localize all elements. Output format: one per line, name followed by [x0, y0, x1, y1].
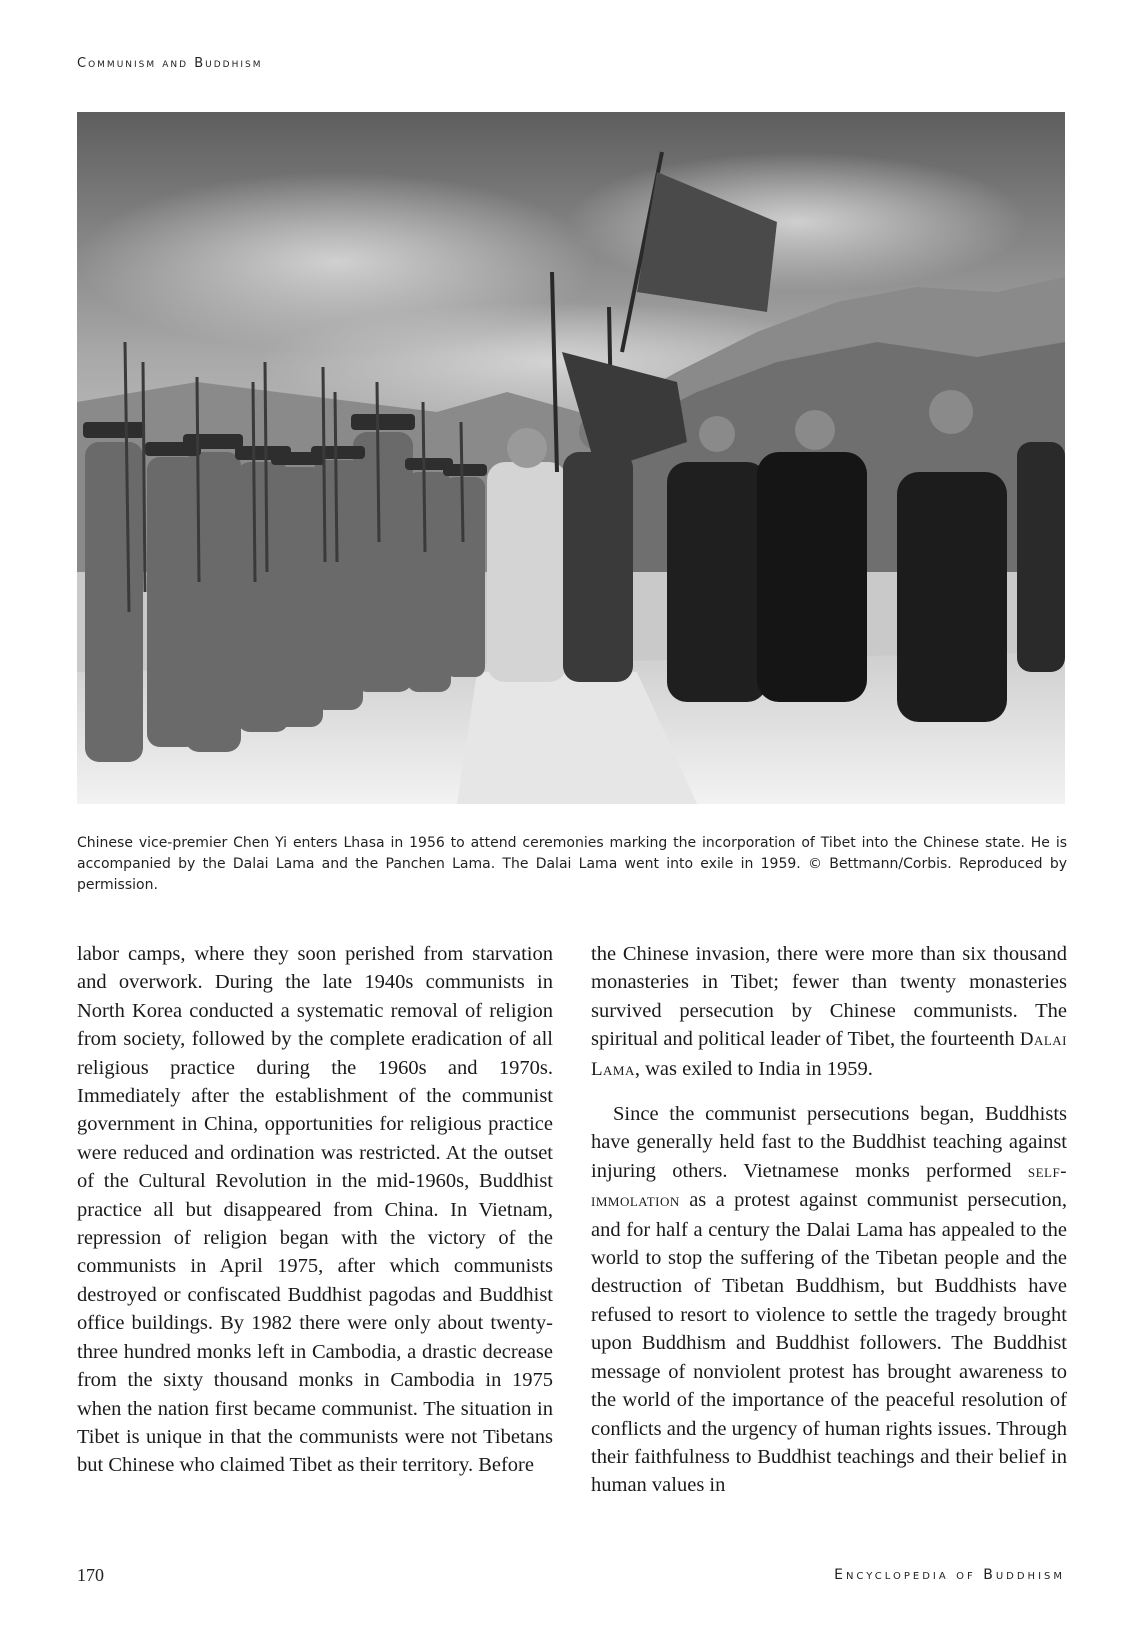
running-header: Communism and Buddhism: [77, 56, 263, 71]
paragraph-text: the Chinese invasion, there were more than six thousand monasteries in Tibet; fewer than twenty monasteries survived persecution by Chinese communists. The spiritual and political leader of Tibet, the fourteenth: [591, 943, 1067, 1051]
paragraph-text: , was exiled to India in 1959.: [634, 1057, 873, 1080]
running-footer: Encyclopedia of Buddhism: [834, 1567, 1065, 1583]
figure-caption: Chinese vice-premier Chen Yi enters Lhasa in 1956 to attend ceremonies marking the incorporation of Tibet into the Chinese state. He is accompanied by the Dalai Lama and the Panchen Lama. The Dalai Lama went into exile in 1959. © Bettmann/Corbis. Reproduced by permission.: [77, 835, 1067, 893]
photo-illustration: [77, 112, 1065, 804]
body-paragraph: [591, 1100, 1067, 1500]
cross-reference-link[interactable]: Dalai Lama: [591, 1029, 1067, 1080]
cross-reference-link[interactable]: self-immolation: [591, 1160, 1067, 1212]
body-paragraph: labor camps, where they soon perished from starvation and overwork. During the late 1940s communists in North Korea conducted a systematic removal of religion from society, followed by the complete eradication of all religious practice during the 1960s and 1970s. Immediately after the establishment of the communist government in China, opportunities for religious practice were reduced and ordination was restricted. At the outset of the Cultural Revolution in the mid-1960s, Buddhist practice all but disappeared from China. In Vietnam, repression of religion began with the victory of the communists in April 1975, after which communists destroyed or confiscated Buddhist pagodas and Buddhist office buildings. By 1982 there were only about twenty-three hundred monks left in Cambodia, a drastic decrease from the sixty thousand monks in Cambodia in 1975 when the nation first became communist. The situation in Tibet is unique in that the communists were not Tibetans but Chinese who claimed Tibet as their territory. Before: [77, 943, 553, 1477]
body-paragraph: [591, 940, 1067, 1084]
page-number: 170: [77, 1565, 104, 1585]
historical-photograph: [77, 112, 1065, 804]
paragraph-text: Since the communist persecutions began, Buddhists have generally held fast to the Buddhist teaching against injuring others. Vietnamese monks performed: [591, 1103, 1067, 1182]
cloud: [567, 152, 1027, 292]
left-column: [77, 940, 553, 1480]
paragraph-text: as a protest against communist persecution, and for half a century the Dalai Lama has appealed to the world to stop the suffering of the Tibetan people and the destruction of Tibetan Buddhism, but Buddhists have refused to resort to violence to settle the tragedy brought upon Buddhism and Buddhist followers. The Buddhist message of nonviolent protest has brought awareness to the world of the importance of the peaceful resolution of conflicts and the urgency of human rights issues. Through their faithfulness to Buddhist teachings and their belief in human values in: [591, 1189, 1067, 1497]
right-column: [591, 940, 1067, 1500]
